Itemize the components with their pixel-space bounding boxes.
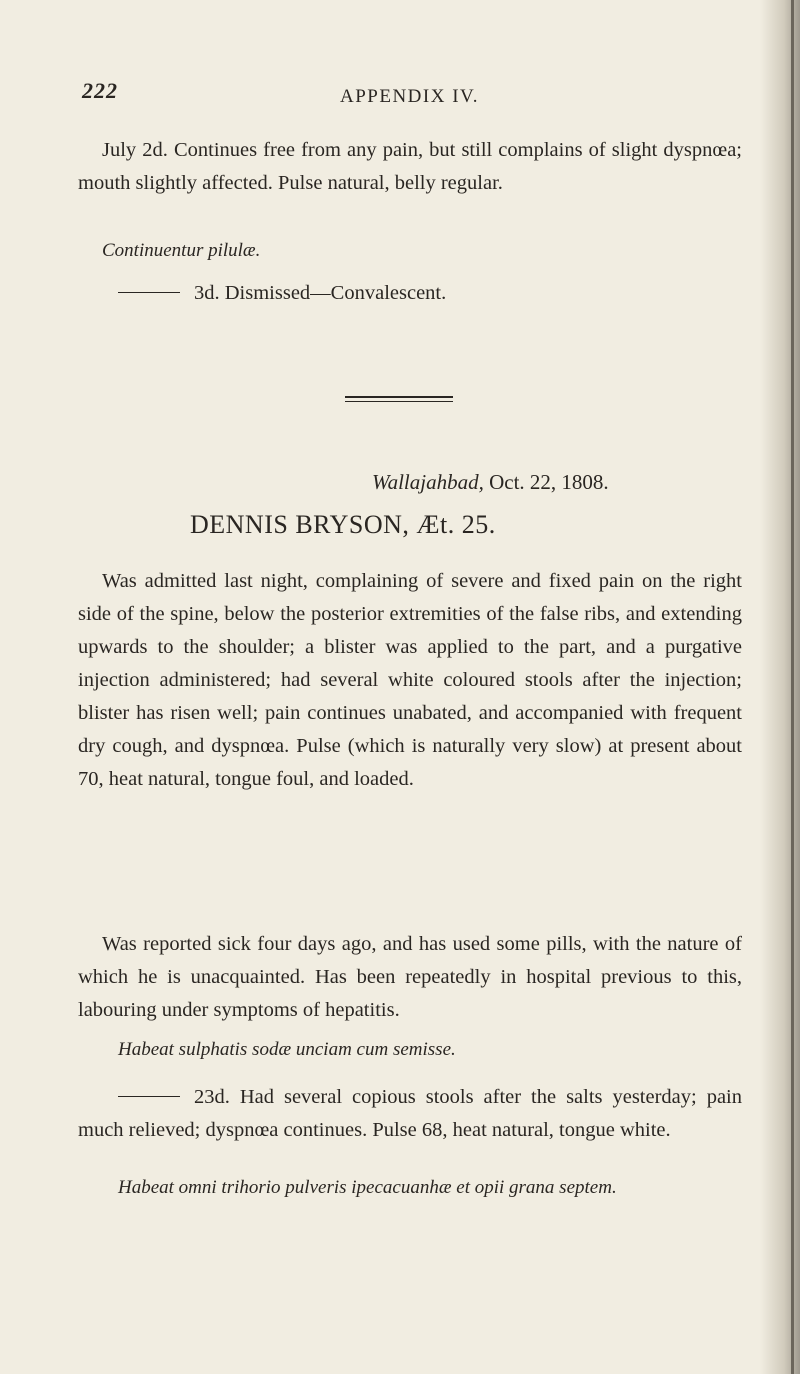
case-dateline — [372, 470, 609, 495]
entry-july-3 — [118, 277, 446, 310]
entry-july-2 — [78, 134, 742, 200]
prescription-ipecacuanha: Habeat omni trihorio pulveris ipecacuanhæ et opii grana septem. — [118, 1177, 617, 1198]
case-admission — [78, 565, 742, 796]
page-edge-line — [791, 0, 794, 1374]
ditto-dash-2 — [118, 1096, 180, 1097]
separator-rule-2 — [345, 401, 453, 403]
entry-oct-23-body: 23d. Had several copious stools after the salts yesterday; pain much relieved; dyspnœa continues. Pulse 68, heat natural, tongue white. — [78, 1086, 742, 1141]
case-history — [78, 928, 742, 1027]
section-separator — [345, 396, 453, 405]
case-admission-text: Was admitted last night, complaining of severe and fixed pain on the right side of the spine, below the posterior extremities of the false ribs, and extending upwards to the shoulder; a blister was applied to the part, and a purgative injection administered; had several white coloured stools after the injection; blister has risen well; pain continues unabated, and accompanied with frequent dry cough, and dyspnœa. Pulse (which is naturally very slow) at present about 70, heat natural, tongue foul, and loaded. — [78, 570, 742, 790]
case-history-text: Was reported sick four days ago, and has used some pills, with the nature of which he is unacquainted. Has been repeatedly in hospital previous to this, labouring under symptoms of hepatitis. — [78, 933, 742, 1021]
case-place: Wallajahbad, — [372, 470, 484, 494]
page-edge-shadow — [760, 0, 800, 1374]
entry-oct-23-text — [78, 1081, 742, 1147]
ditto-dash — [118, 292, 180, 293]
running-head: APPENDIX IV. — [340, 86, 480, 107]
patient-heading: DENNIS BRYSON, Æt. 25. — [190, 510, 496, 539]
entry-july-2-text: July 2d. Continues free from any pain, but still complains of slight dyspnœa; mouth slightly affected. Pulse natural, belly regular. — [78, 139, 742, 194]
prescription-ipecacuanha-block — [118, 1174, 742, 1202]
case-date: Oct. 22, 1808. — [489, 470, 609, 494]
prescription-sulphatis: Habeat sulphatis sodæ unciam cum semisse. — [118, 1039, 456, 1060]
entry-oct-23 — [78, 1081, 742, 1147]
prescription-continuentur: Continuentur pilulæ. — [102, 240, 261, 261]
page-number: 222 — [82, 78, 118, 103]
entry-july-3-text: 3d. Dismissed—Convalescent. — [194, 282, 447, 304]
separator-rule-1 — [345, 396, 453, 398]
